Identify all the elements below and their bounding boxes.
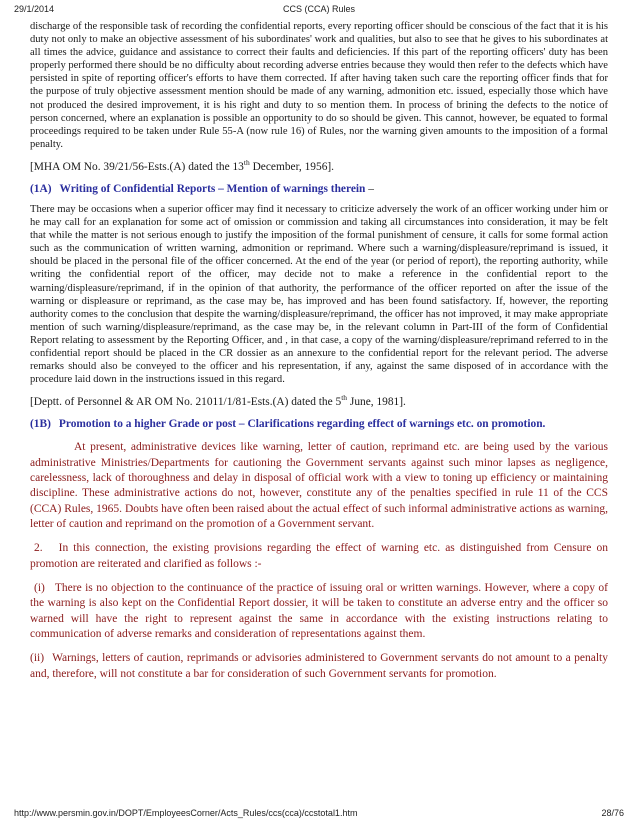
reference-text: [MHA OM No. 39/21/56-Ests.(A) dated the 13 bbox=[30, 160, 244, 173]
paragraph-reporting-duty: discharge of the responsible task of recording the confidential reports, every reporting officer should be conscious of the fact that it is his duty not only to make an objective assessment of his subordinates' work and qualities, but also to see that he gives to his subordinates at all times the advice, guidance and assistance to correct their faults and deficiencies. If this part of the reporting officers' duty has been properly performed there should be no difficulty about recording adverse entries because they would then refer to the defects which have persisted in spite of reporting officer's efforts to have them corrected. If after having taken such care the reporting officer finds that for the purpose of truly objective assessment mention should be made of any warning, admonition etc. issued, especially those which have not produced the desired improvement, it is his right and duty to so mention them. In process of brining the defects to the notice of person concerned, where an explanation is possible an opportunity to do so should be given. This cannot, however, be equated to formal proceedings required to be taken under Rule 55-A (now rule 16) of Rules, nor the warning given amounts to the imposition of a formal penalty. bbox=[30, 21, 608, 150]
print-header bbox=[14, 4, 624, 18]
reference-mha-om bbox=[30, 160, 608, 174]
item-number: (i) bbox=[34, 582, 45, 594]
heading-1b bbox=[30, 417, 608, 431]
print-title: CCS (CCA) Rules bbox=[282, 4, 355, 14]
print-date: 29/1/2014 bbox=[14, 4, 55, 14]
reference-text: [Deptt. of Personnel & AR OM No. 21011/1/81-Ests.(A) dated the 5 bbox=[30, 396, 342, 409]
source-url: http://www.persmin.gov.in/DOPT/EmployeesCorner/Acts_Rules/ccs(cca)/ccstotal1.htm bbox=[14, 808, 358, 818]
heading-title: Promotion to a higher Grade or post – Clarifications regarding effect of warnings etc. on promotion. bbox=[58, 418, 546, 431]
heading-1a bbox=[30, 182, 608, 196]
list-item-i bbox=[30, 581, 608, 642]
paragraph-2 bbox=[30, 541, 608, 572]
heading-number: (1A) bbox=[30, 182, 52, 195]
item-number: (ii) bbox=[30, 652, 45, 665]
page-number: 28/76 bbox=[601, 808, 624, 818]
item-text: There is no objection to the continuance of the practice of issuing oral or written warnings. However, where a copy of the warning is also kept on the Confidential Report dossier, it will be taken to constitute an adverse entry and the officer so warned will have the right to represent against the same in accordance with the existing instructions relating to communication of adverse remarks and consideration of representations against them. bbox=[30, 582, 608, 641]
paragraph-warnings: There may be occasions when a superior officer may find it necessary to criticize adversely the work of an officer working under him or he may call for an explanation for some act of omission or commission and taking all circumstances into consideration, it may be felt that while the matter is not serious enough to justify the imposition of the formal punishment of censure, it calls for some formal action such as the communication of written warning, admonition or reprimand. Where such a warning/displeasure/reprimand is issued, it should be placed in the personal file of the officer concerned. At the end of the year (or period of report), the reporting authority, while writing the confidential report of the officer, may decide not to make a reference in the confidential report to the warning/displeasure/reprimand, if in the opinion of that authority, the performance of the officer reported on after the issue of the warning or displeasure or reprimand, as the case may be, has improved and has been found satisfactory. If, however, the reporting authority comes to the conclusion that despite the warning/displeasure/reprimand, the officer has not improved, it may make appropriate mention of such warning/displeasure/reprimand, as the case may be, in the relevant column in Part-III of the form of Confidential Report relating to assessment by the Reporting Officer, and , in that case, a copy of the warning/displeasure/reprimand referred to in the confidential report should be placed in the CR dossier as an annexure to the confidential report for the relevant period. The adverse remarks should also be conveyed to the officer and his representation, if any, against the same disposed of in accordance with the procedure laid down in the instructions issued in this regard. bbox=[30, 203, 608, 386]
paragraph-text: In this connection, the existing provisions regarding the effect of warning etc. as distinguished from Censure on promotion are reiterated and clarified as follows :- bbox=[30, 542, 608, 570]
reference-text-end: December, 1956]. bbox=[249, 160, 335, 173]
heading-number: (1B) bbox=[30, 418, 51, 431]
heading-title: Writing of Confidential Reports – Mention of warnings therein bbox=[59, 182, 366, 195]
list-item-ii bbox=[30, 651, 608, 682]
heading-dash: – bbox=[365, 182, 374, 195]
paragraph-number: 2. bbox=[34, 542, 43, 555]
paragraph-administrative-devices: At present, administrative devices like warning, letter of caution, reprimand etc. are being used by the various administrative Ministries/Departments for cautioning the Government servants against such minor lapses as negligence, carelessness, lack of thoroughness and delay in disposal of official work with a view to toning up efficiency or maintaining discipline. These administrative actions do not, however, constitute any of the penalties specified in rule 11 of the CCS (CCA) Rules, 1965. Doubts have often been raised about the actual effect of such informal administrative actions as warning, letter of caution and reprimand on the promotion of a Government servant. bbox=[30, 441, 608, 530]
item-text: Warnings, letters of caution, reprimands or advisories administered to Government servants do not amount to a penalty and, therefore, will not constitute a bar for consideration of such Government servants for promotion. bbox=[30, 652, 608, 680]
reference-personnel-om bbox=[30, 395, 608, 409]
document-body bbox=[30, 20, 608, 682]
print-footer bbox=[14, 808, 624, 822]
reference-text-end: June, 1981]. bbox=[347, 396, 406, 409]
reference-superscript: th bbox=[341, 393, 348, 403]
reference-superscript: th bbox=[243, 158, 250, 168]
